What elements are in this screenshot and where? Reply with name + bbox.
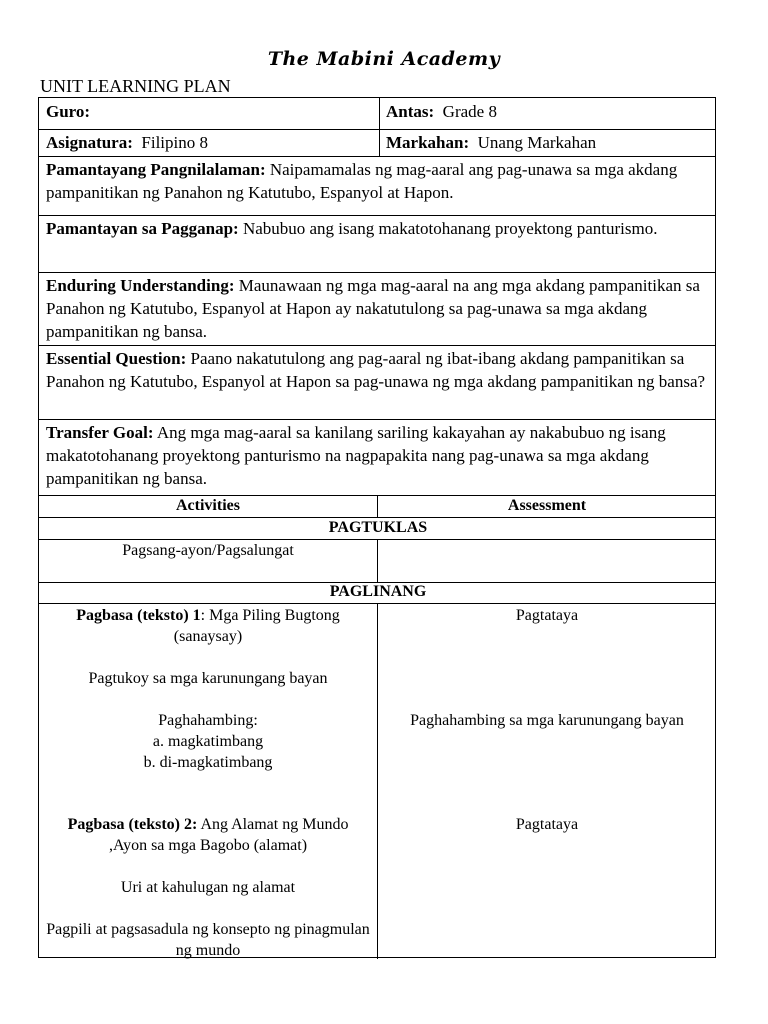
activity-item: Paghahambing: xyxy=(158,712,258,729)
activity-item: Uri at kahulugan ng alamat xyxy=(120,879,296,896)
essential-question-cell xyxy=(39,345,717,419)
assessment-header: Assessment xyxy=(507,497,587,514)
guro-cell xyxy=(39,98,379,129)
antas-value: Grade 8 xyxy=(442,102,497,121)
activity-item: Pagpili at pagsasadula ng konsepto ng pinagmulan ng mundo xyxy=(46,921,370,959)
plan-table xyxy=(38,97,716,958)
asignatura-label: Asignatura: xyxy=(46,133,133,152)
pagtuklas-activity: Pagsang-ayon/Pagsalungat xyxy=(122,542,294,559)
standard-label: Transfer Goal: xyxy=(46,423,154,442)
guro-label: Guro: xyxy=(46,102,91,121)
activity-item: Pagtukoy sa mga karunungang bayan xyxy=(88,670,328,687)
standard-label: Enduring Understanding: xyxy=(46,276,235,295)
activity-subitem: a. magkatimbang xyxy=(152,733,264,750)
asignatura-value: Filipino 8 xyxy=(141,133,209,152)
column-divider xyxy=(377,539,378,582)
standard-label: Essential Question: xyxy=(46,349,187,368)
standard-text: Nabubuo ang isang makatotohanang proyektong panturismo. xyxy=(242,219,658,238)
standard-performance-cell xyxy=(39,215,717,272)
antas-label: Antas: xyxy=(386,102,435,121)
markahan-value: Unang Markahan xyxy=(477,133,597,152)
reading-1-title: Pagbasa (teksto) 1: Mga Piling Bugtong xyxy=(76,607,340,624)
markahan-cell xyxy=(379,129,717,156)
activity-subitem: b. di-magkatimbang xyxy=(143,754,273,771)
assessment-item: Pagtataya xyxy=(515,816,579,833)
standard-text: Ang mga mag-aaral sa kanilang sariling kakayahan ay nakabubuo ng isang makatotohanang proyektong panturismo na nagpapakita nang pag-unawa sa mga akdang pampanitikan ng bansa. xyxy=(46,423,666,488)
standard-text: Naipamamalas ng mag-aaral ang pag-unawa sa mga akdang pampanitikan ng Panahon ng Katutubo, Espanyol at Hapon. xyxy=(46,160,678,202)
standard-label: Pamantayang Pangnilalaman: xyxy=(46,160,266,179)
reading-2-title: Pagbasa (teksto) 2: Ang Alamat ng Mundo xyxy=(67,816,349,833)
section-pagtuklas: PAGTUKLAS xyxy=(328,519,428,536)
academy-title: The Mabini Academy xyxy=(267,48,501,70)
plan-title: UNIT LEARNING PLAN xyxy=(40,76,231,96)
reading-1-genre: (sanaysay) xyxy=(173,628,243,645)
paglinang-assessments xyxy=(377,603,717,959)
assessment-item: Pagtataya xyxy=(515,607,579,624)
standard-content-cell xyxy=(39,156,717,215)
activities-header: Activities xyxy=(176,497,240,514)
antas-cell xyxy=(379,98,717,129)
asignatura-cell xyxy=(39,129,379,156)
standard-text: Paano nakatutulong ang pag-aaral ng ibat-ibang akdang pampanitikan sa Panahon ng Katutubo, Espanyol at Hapon sa pag-unawa ng mga akdang pampanitikan ng bansa? xyxy=(46,349,706,391)
standard-label: Pamantayan sa Pagganap: xyxy=(46,219,239,238)
paglinang-activities xyxy=(39,603,377,959)
assessment-item: Paghahambing sa mga karunungang bayan xyxy=(410,712,684,729)
transfer-goal-cell xyxy=(39,419,717,495)
section-paglinang: PAGLINANG xyxy=(329,583,427,600)
reading-2-line: ,Ayon sa mga Bagobo (alamat) xyxy=(108,837,308,854)
markahan-label: Markahan: xyxy=(386,133,470,152)
standard-text: Maunawaan ng mga mag-aaral na ang mga akdang pampanitikan sa Panahon ng Katutubo, Espanyol at Hapon ay nakatutulong sa pag-unawa sa mga akdang pampanitikan ng bansa. xyxy=(46,276,700,341)
enduring-understanding-cell xyxy=(39,272,717,345)
